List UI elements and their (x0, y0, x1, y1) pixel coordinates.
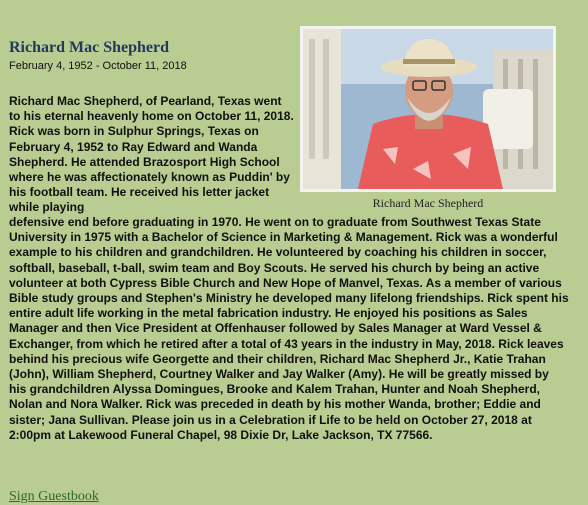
deceased-name: Richard Mac Shepherd (9, 39, 169, 56)
obituary-text-bottom: defensive end before graduating in 1970. He went on to graduate from Southwest Texas State University in 1975 with a Bachelor of Science in Marketing & Management. Rick was a wonderful example to his children and grandchildren. He volunteered by coaching his children in soccer, softball, baseball, t-ball, swim team and Boy Scouts. He served his church by being an active volunteer at both Cypress Bible Church and New Hope of Manvel, Texas. As a member of various Bible study groups and Stephen's Ministry he developed many lifelong friendships. Rick spent his entire adult life working in the metal fabrication industry. He enjoyed his positions as Sales Manager and then Vice President at Offenhauser followed by Sales Manager at Ward Vessel & Exchanger, from which he retired after a total of 43 years in the industry in May, 2018. Rick leaves behind his precious wife Georgette and their children, Richard Mac Shepherd Jr., Katie Trahan (John), William Shepherd, Courtney Walker and Jay Walker (Amy). He will be greatly missed by his grandchildren Alyssa Domingues, Brooke and Kalem Trahan, Hunter and Noah Shepherd, Nolan and Nora Walker. Rick was preceded in death by his mother Wanda, brother; Eddie and sister; Jana Sullivan. Please join us in a Celebration if Life to be held on October 27, 2018 at 2:00pm at Lakewood Funeral Chapel, 98 Dixie Dr, Lake Jackson, TX 77566. (9, 215, 569, 442)
photo-caption: Richard Mac Shepherd (372, 196, 484, 210)
sign-guestbook-link[interactable]: Sign Guestbook (9, 489, 99, 504)
obituary-header (9, 38, 299, 73)
portrait-photo (300, 26, 556, 192)
life-dates: February 4, 1952 - October 11, 2018 (9, 60, 187, 72)
obituary-text-top: Richard Mac Shepherd, of Pearland, Texas went to his eternal heavenly home on October 11, 2018. Rick was born in Sulphur Springs, Texas on February 4, 1952 to Ray Edward and Wanda Shepherd. He attended Brazosport High School where he was affectionately known as Puddin' by his football team. He received his letter jacket while playing (9, 94, 294, 215)
portrait-figure (300, 26, 556, 211)
